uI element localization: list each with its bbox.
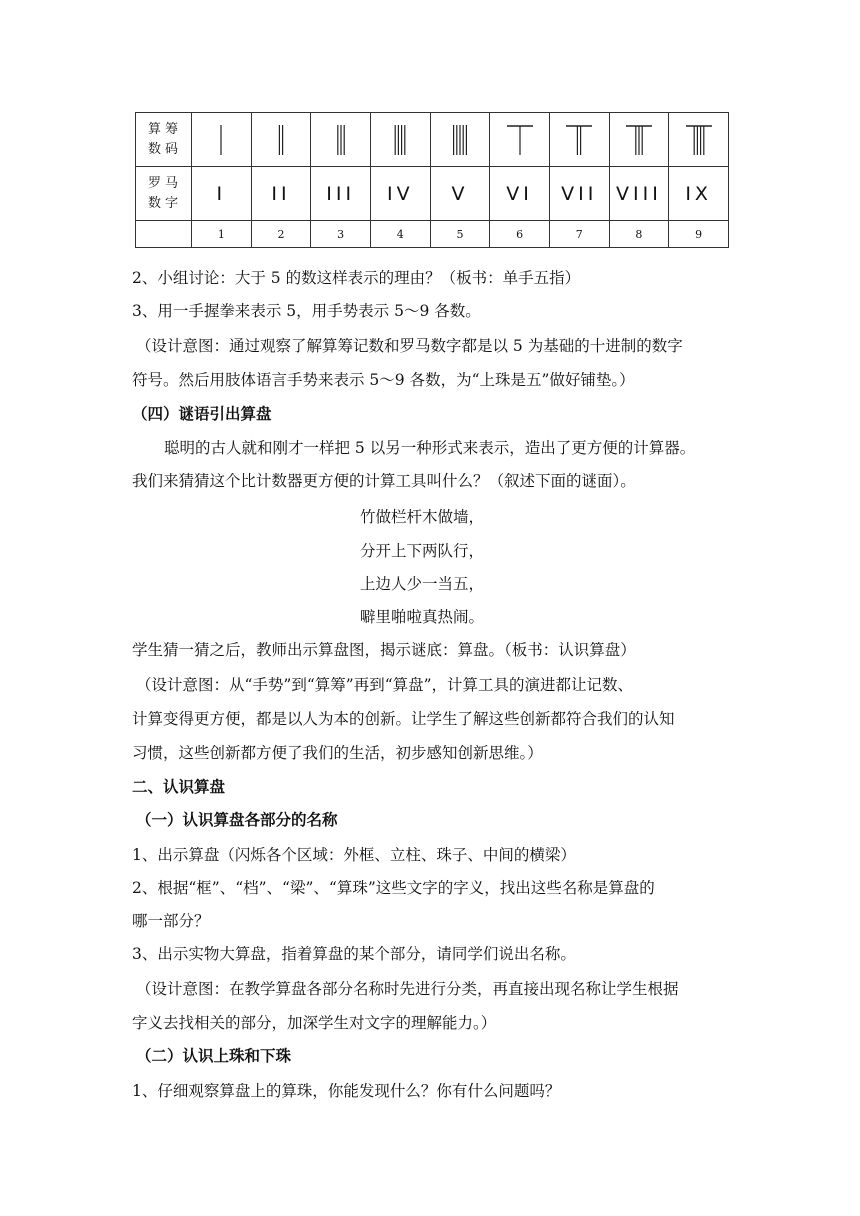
rod-cell: [251, 113, 311, 167]
arabic-number: 7: [549, 221, 609, 248]
design-note: 字义去找相关的部分，加深学生对文字的理解能力。）: [132, 1014, 497, 1032]
rod-cell: [549, 113, 609, 167]
arabic-number: 1: [192, 221, 252, 248]
text-line: 1、出示算盘（闪烁各个区域：外框、立柱、珠子、中间的横梁）: [132, 846, 576, 864]
counting-rods-table: [135, 112, 729, 248]
roman-numeral: VIII: [609, 167, 669, 221]
text-line: 3、出示实物大算盘，指着算盘的某个部分，请同学们说出名称。: [132, 945, 576, 963]
roman-numeral: I: [192, 167, 252, 221]
paragraph-line: 聪明的古人就和刚才一样把 5 以另一种形式来表示，造出了更方便的计算器。: [164, 439, 696, 457]
arabic-number: 8: [609, 221, 669, 248]
text-line: 哪一部分？: [132, 912, 210, 930]
rod-numeral-9: [679, 123, 719, 157]
rod-cell: [430, 113, 490, 167]
rod-numeral-5: [440, 123, 480, 157]
riddle-line: 上边人少一当五，: [360, 575, 485, 593]
rod-numeral-4: [380, 123, 420, 157]
rod-numeral-3: [321, 123, 361, 157]
arabic-number: 9: [669, 221, 729, 248]
text-line: 2、小组讨论：大于 5 的数这样表示的理由？（板书：单手五指）: [132, 269, 581, 287]
riddle-line: 噼里啪啦真热闹。: [360, 608, 485, 626]
row-header-roman: 罗马数字: [136, 167, 192, 221]
rod-cell: [192, 113, 252, 167]
rod-cell: [669, 113, 729, 167]
text-line: 1、仔细观察算盘上的算珠，你能发现什么？你有什么问题吗？: [132, 1082, 561, 1100]
roman-numeral: II: [251, 167, 311, 221]
paragraph-line: 学生猜一猜之后，教师出示算盘图，揭示谜底：算盘。（板书：认识算盘）: [132, 641, 636, 659]
roman-numeral: VI: [490, 167, 550, 221]
design-note: （设计意图：在教学算盘各部分名称时先进行分类，再直接出现名称让学生根据: [136, 980, 679, 998]
arabic-number: 5: [430, 221, 490, 248]
rod-cell: [490, 113, 550, 167]
roman-numeral: V: [430, 167, 490, 221]
section-heading: 二、认识算盘: [132, 778, 226, 796]
empty-cell: [136, 221, 192, 248]
roman-numeral: VII: [549, 167, 609, 221]
section-heading: （四）谜语引出算盘: [132, 405, 272, 423]
riddle-line: 分开上下两队行，: [360, 542, 485, 560]
design-note: 习惯，这些创新都方便了我们的生活，初步感知创新思维。）: [132, 744, 543, 762]
text-line: 2、根据“框”、“档”、“梁”、“算珠”这些文字的字义，找出这些名称是算盘的: [132, 879, 655, 897]
riddle-line: 竹做栏杆木做墙，: [360, 508, 485, 526]
arabic-number-row: [136, 221, 729, 248]
rod-numeral-7: [559, 123, 599, 157]
design-note: （设计意图：通过观察了解算筹记数和罗马数字都是以 5 为基础的十进制的数字: [136, 337, 683, 355]
rod-cell: [311, 113, 371, 167]
rod-cell: [609, 113, 669, 167]
design-note: （设计意图：从“手势”到“算筹”再到“算盘”，计算工具的演进都让记数、: [136, 676, 634, 694]
roman-numeral: IV: [370, 167, 430, 221]
row-header-rods: 算筹数码: [136, 113, 192, 167]
rod-cell: [370, 113, 430, 167]
rod-numeral-6: [500, 123, 540, 157]
subsection-heading: （二）认识上珠和下珠: [136, 1047, 292, 1065]
rod-numeral-1: [201, 123, 241, 157]
arabic-number: 3: [311, 221, 371, 248]
arabic-number: 2: [251, 221, 311, 248]
design-note: 计算变得更方便，都是以人为本的创新。让学生了解这些创新都符合我们的认知: [132, 710, 675, 728]
subsection-heading: （一）认识算盘各部分的名称: [136, 811, 338, 829]
rod-numeral-2: [261, 123, 301, 157]
arabic-number: 6: [490, 221, 550, 248]
roman-numeral-row: [136, 167, 729, 221]
arabic-number: 4: [370, 221, 430, 248]
text-line: 3、用一手握拳来表示 5，用手势表示 5～9 各数。: [132, 302, 481, 320]
paragraph-line: 我们来猜猜这个比计数器更方便的计算工具叫什么？（叙述下面的谜面）。: [132, 472, 636, 490]
rod-numeral-8: [619, 123, 659, 157]
rod-numeral-row: [136, 113, 729, 167]
design-note: 符号。然后用肢体语言手势来表示 5～9 各数，为“上珠是五”做好铺垫。）: [132, 371, 635, 389]
roman-numeral: IX: [669, 167, 729, 221]
roman-numeral: III: [311, 167, 371, 221]
